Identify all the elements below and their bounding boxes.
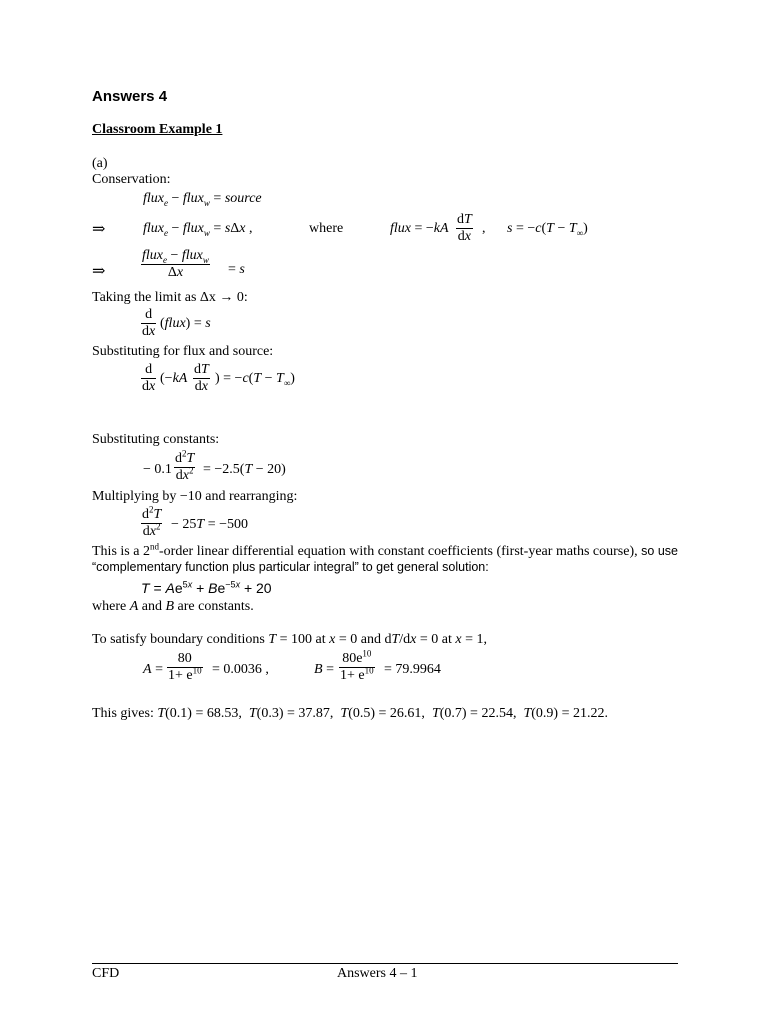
- d-dx-fraction: $\frac{d}{dx}$: [142, 307, 156, 340]
- equation-flux-difference: flux$_e$ − flux$_w$ = sΔx ,: [143, 221, 253, 238]
- boundary-text: To satisfy boundary conditions T = 100 at x = 0 and dT/dx = 0 at x = 1,: [92, 632, 487, 647]
- page-title: Answers 4: [92, 88, 168, 105]
- equation-flux-limit: (flux) = s: [160, 316, 211, 331]
- minus-kA: (−kA: [160, 371, 188, 386]
- general-solution: $T = Ae^{5x} + Be^{-5x} + 20$: [141, 579, 272, 596]
- equals-s: = s: [228, 262, 245, 277]
- limit-text: Taking the limit as Δx → 0:: [92, 290, 248, 305]
- multiply-text: Multiplying by −10 and rearranging:: [92, 489, 298, 504]
- example-heading: Classroom Example 1: [92, 122, 223, 137]
- equation-rearranged-rhs: − 25T = −500: [171, 517, 248, 532]
- subst-flux-text: Substituting for flux and source:: [92, 344, 274, 359]
- explanation-paragraph: This is a 2nd-order linear differential equation with constant coefficients (first-year maths course), so use “complementary function plus particular integral” to get general solution:: [92, 541, 678, 575]
- d-dx-fraction-2: $\frac{d}{dx}$: [142, 362, 156, 395]
- constants-text: where A and B are constants.: [92, 599, 254, 614]
- footer-rule: [92, 963, 678, 964]
- flux-over-dx-fraction: flux$_e$ − flux$_w$ Δx: [142, 248, 209, 281]
- A-value: = 0.0036 ,: [212, 662, 269, 677]
- d2T-dx2-fraction-2: $\frac{d^2T}{dx^2}$: [142, 504, 162, 540]
- comma: ,: [482, 221, 486, 236]
- results-text: This gives: T(0.1) = 68.53, T(0.3) = 37.87, T(0.5) = 26.61, T(0.7) = 22.54, T(0.9) = 21.22.: [92, 706, 608, 721]
- A-fraction: $\frac{80}{1+ e^{10}}$: [168, 651, 202, 684]
- flux-definition: flux = −kA: [390, 221, 449, 236]
- B-fraction: $\frac{80e^{10}}{1+ e^{10}}$: [340, 648, 374, 684]
- A-label: A =: [143, 662, 163, 677]
- source-definition: $s = -c(T - T_\infty)$: [507, 221, 588, 238]
- B-value: = 79.9964: [384, 662, 441, 677]
- equation-constants-rhs: = −2.5(T − 20): [203, 462, 286, 477]
- equation-substituted-rhs: ) = $-c(T - T_\infty)$: [215, 371, 295, 388]
- footer-center: Answers 4 – 1: [337, 966, 418, 981]
- part-label: (a): [92, 156, 108, 171]
- implies-symbol-2: ⇒: [92, 263, 106, 280]
- conservation-label: Conservation:: [92, 172, 171, 187]
- implies-symbol: ⇒: [92, 221, 106, 238]
- equation-conservation: flux$_e$ − flux$_w$ = source: [143, 191, 262, 208]
- subst-constants-text: Substituting constants:: [92, 432, 220, 447]
- dT-dx-fraction: $\frac{dT}{dx}$: [457, 212, 472, 245]
- footer-left: CFD: [92, 966, 120, 981]
- B-label: B =: [314, 662, 334, 677]
- dT-dx-fraction-2: $\frac{dT}{dx}$: [194, 362, 209, 395]
- d2T-dx2-fraction: $\frac{d^2T}{dx^2}$: [175, 448, 195, 484]
- coefficient: − 0.1: [143, 462, 172, 477]
- where-label: where: [309, 221, 344, 236]
